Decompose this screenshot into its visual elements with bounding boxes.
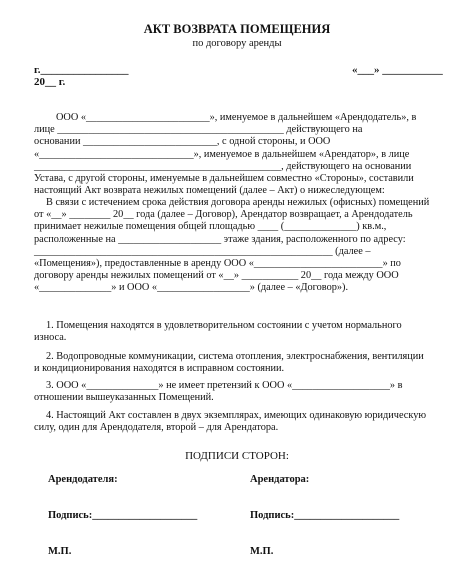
intro-line: лице ____________________________________________ действующего на <box>34 124 363 136</box>
item-line: 4. Настоящий Акт составлен в двух экземплярах, имеющих одинаковую юридическую <box>46 410 427 421</box>
year-field: 20__ г. <box>34 76 66 88</box>
intro-line: ________________________________________________, действующего на основании <box>34 160 412 172</box>
item-line: 3. ООО «______________» не имеет претензий к ООО «___________________» в <box>46 380 403 391</box>
date-field: «___» ___________ <box>352 64 443 76</box>
item-3 <box>34 380 438 404</box>
connection-line: договору аренды нежилых помещений от «__» ___________ 20__ года между ООО <box>34 270 399 282</box>
intro-paragraph <box>34 112 438 197</box>
item-1 <box>34 320 438 344</box>
item-line: отношении вышеуказанных Помещений. <box>34 392 214 404</box>
item-line: износа. <box>34 332 67 344</box>
intro-line: ООО «________________________», именуемое в дальнейшем «Арендодатель», в <box>56 112 417 123</box>
city-field: г.________________ <box>34 64 129 76</box>
item-line: 1. Помещения находятся в удовлетворительном состоянии с учетом нормального <box>46 320 402 331</box>
item-line: и кондиционирования находятся в исправном состоянии. <box>34 363 285 375</box>
item-4 <box>34 410 438 434</box>
connection-line: принимает нежилые помещения общей площадью ____ (______________) кв.м., <box>34 221 387 233</box>
tenant-stamp-label: М.П. <box>250 546 274 557</box>
connection-line: __________________________________________________________ (далее – <box>34 245 371 257</box>
intro-line: основании __________________________, с одной стороны, и ООО <box>34 136 331 148</box>
landlord-signature-field: Подпись:____________________ <box>48 510 198 521</box>
document-subtitle: по договору аренды <box>192 38 282 49</box>
intro-line: Устава, с другой стороны, именуемые в дальнейшем совместно «Стороны», составили <box>34 173 414 185</box>
landlord-label: Арендодателя: <box>48 474 118 485</box>
intro-line: настоящий Акт возврата нежилых помещений (далее – Акт) о нижеследующем: <box>34 185 385 197</box>
connection-paragraph <box>34 197 438 295</box>
connection-line: расположенные на ____________________ этаже здания, расположенного по адресу: <box>34 233 406 245</box>
connection-line: от «__» ________ 20__ года (далее – Договор), Арендатор возвращает, а Арендодатель <box>34 209 413 221</box>
tenant-label: Арендатора: <box>250 474 310 485</box>
connection-line: «Помещения»), предоставленные в аренду ООО «_________________________» по <box>34 258 401 270</box>
item-line: 2. Водопроводные коммуникации, система отопления, электроснабжения, вентиляции <box>46 351 424 362</box>
landlord-stamp-label: М.П. <box>48 546 72 557</box>
signatures-heading: ПОДПИСИ СТОРОН: <box>185 450 289 462</box>
item-line: силу, один для Арендодателя, второй – для Арендатора. <box>34 422 279 434</box>
connection-line: «______________» и ООО «__________________» (далее – «Договор»). <box>34 282 349 294</box>
item-2 <box>34 351 438 375</box>
tenant-signature-field: Подпись:____________________ <box>250 510 400 521</box>
connection-line: В связи с истечением срока действия договора аренды нежилых (офисных) помещений <box>46 197 430 208</box>
document-title: АКТ ВОЗВРАТА ПОМЕЩЕНИЯ <box>143 22 331 36</box>
intro-line: «______________________________», именуемое в дальнейшем «Арендатор», в лице <box>34 148 410 160</box>
